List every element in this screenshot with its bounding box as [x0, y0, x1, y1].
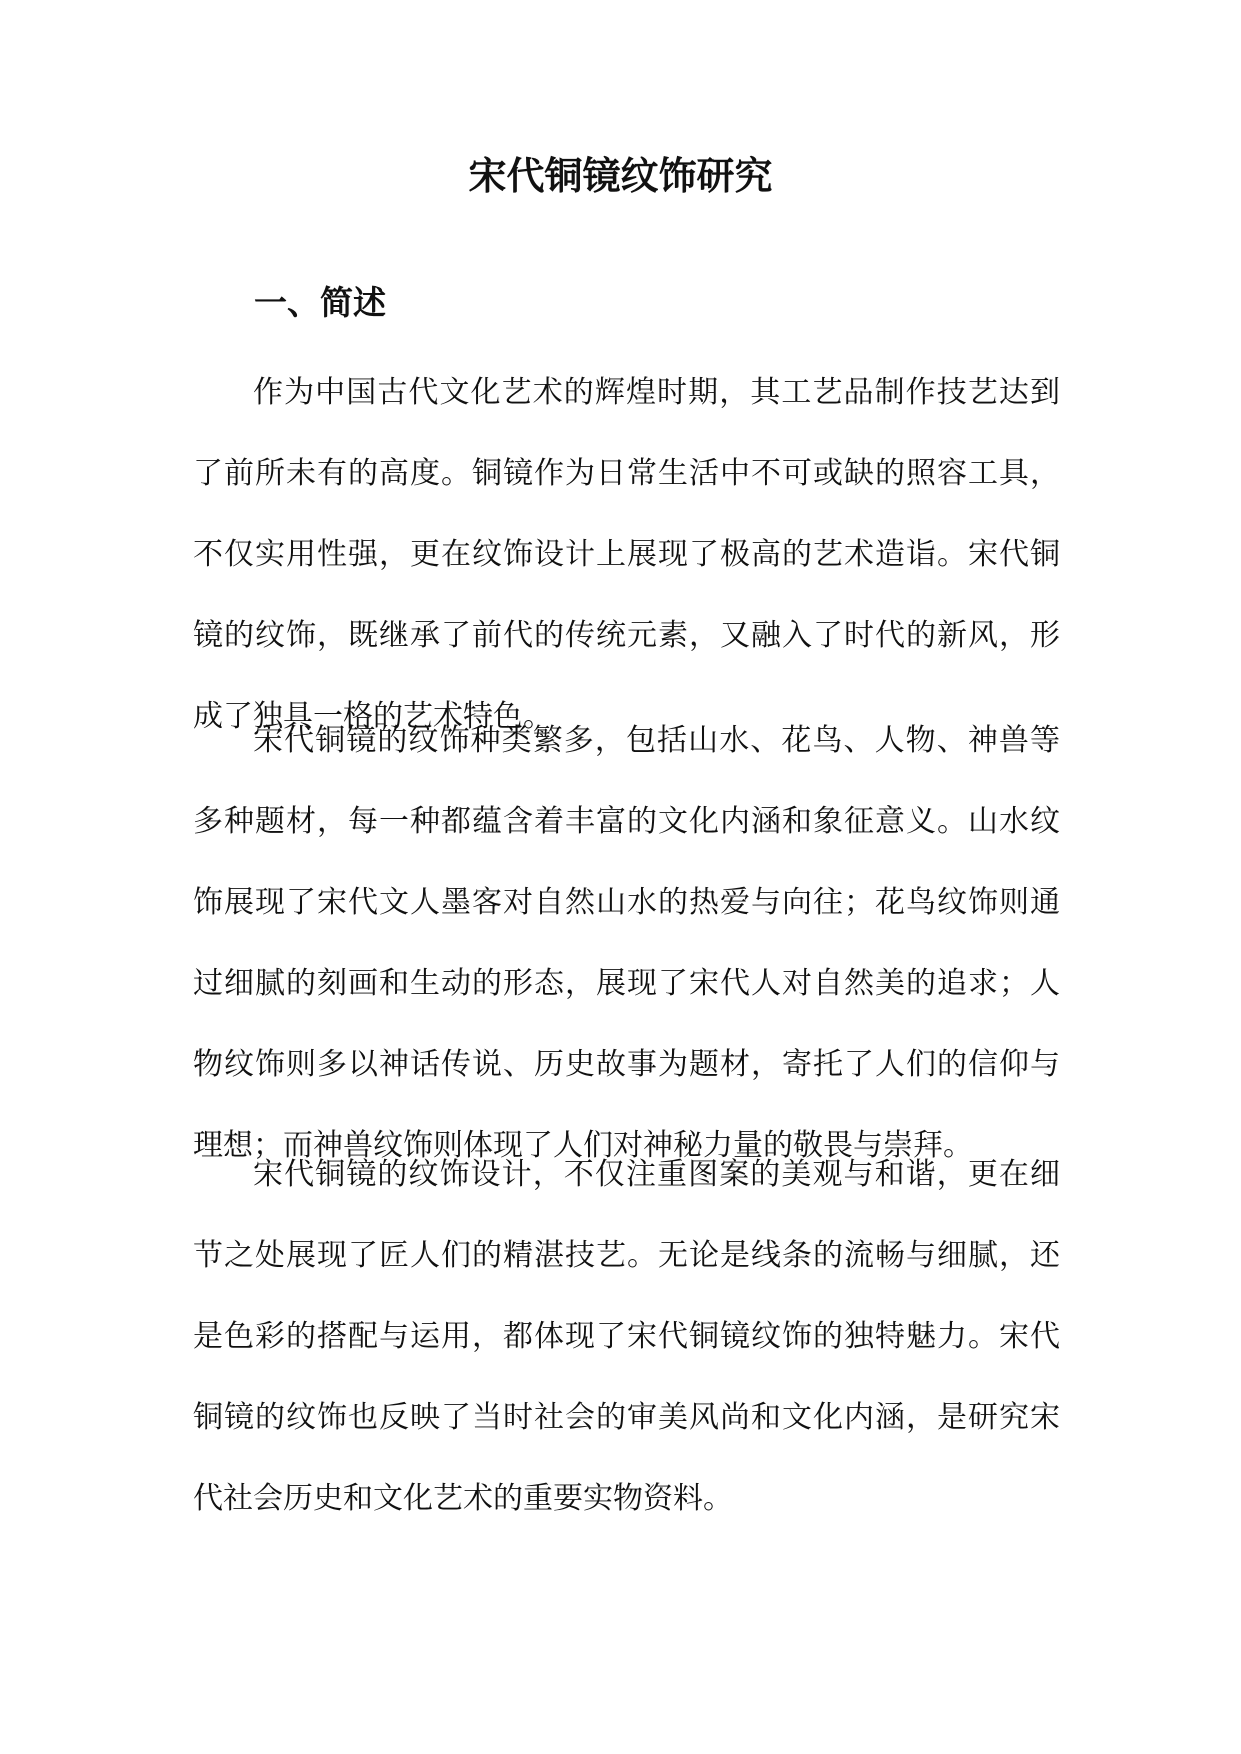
body-paragraph-1: 作为中国古代文化艺术的辉煌时期，其工艺品制作技艺达到了前所未有的高度。铜镜作为日常生活中不可或缺的照容工具，不仅实用性强，更在纹饰设计上展现了极高的艺术造诣。宋代铜镜的纹饰，既继承了前代的传统元素，又融入了时代的新风，形成了独具一格的艺术特色。	[193, 375, 1060, 734]
body-paragraph-3: 宋代铜镜的纹饰设计，不仅注重图案的美观与和谐，更在细节之处展现了匠人们的精湛技艺。无论是线条的流畅与细腻，还是色彩的搭配与运用，都体现了宋代铜镜纹饰的独特魅力。宋代铜镜的纹饰也反映了当时社会的审美风尚和文化内涵，是研究宋代社会历史和文化艺术的重要实物资料。	[193, 1157, 1060, 1516]
document-title: 宋代铜镜纹饰研究	[468, 153, 773, 198]
section-heading: 一、简述	[254, 283, 386, 322]
body-paragraph-2: 宋代铜镜的纹饰种类繁多，包括山水、花鸟、人物、神兽等多种题材，每一种都蕴含着丰富的文化内涵和象征意义。山水纹饰展现了宋代文人墨客对自然山水的热爱与向往；花鸟纹饰则通过细腻的刻画和生动的形态，展现了宋代人对自然美的追求；人物纹饰则多以神话传说、历史故事为题材，寄托了人们的信仰与理想；而神兽纹饰则体现了人们对神秘力量的敬畏与崇拜。	[193, 723, 1060, 1163]
